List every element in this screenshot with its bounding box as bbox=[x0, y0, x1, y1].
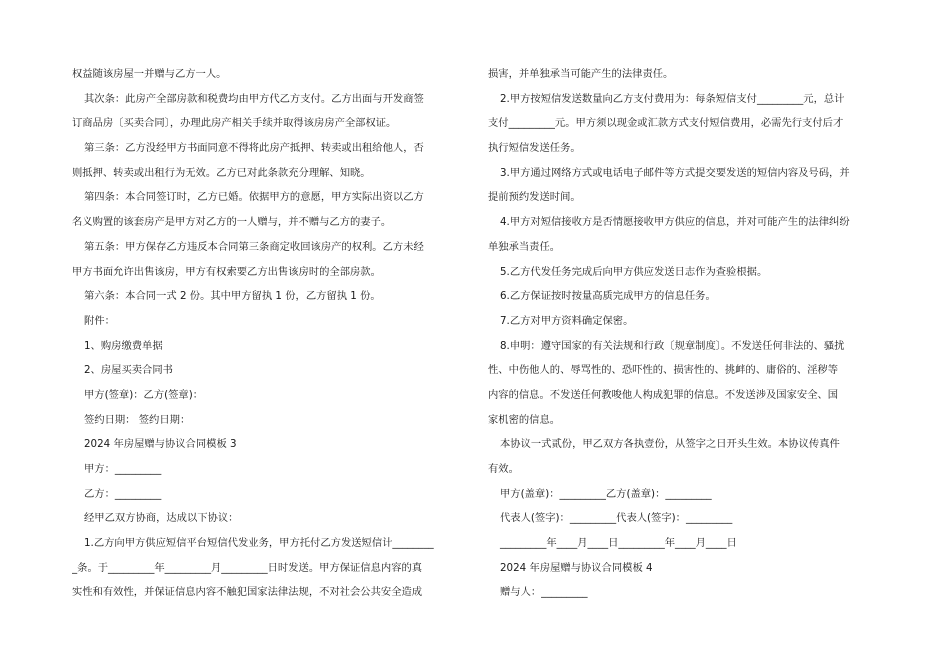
text-line: 甲方：_________ bbox=[84, 463, 162, 475]
text-line: 家机密的信息。 bbox=[488, 413, 561, 426]
text-line: _________年____月____日_________年____月____日 bbox=[500, 537, 737, 550]
text-line: 2.甲方按短信发送数量向乙方支付费用为：每条短信支付_________元，总计 bbox=[500, 92, 845, 105]
text-line: 甲方书面允许出售该房，甲方有权索要乙方出售该房时的全部房款。 bbox=[72, 265, 381, 278]
text-line: 单独承当责任。 bbox=[488, 240, 561, 253]
text-line: 7.乙方对甲方资料确定保密。 bbox=[500, 314, 634, 327]
text-line: 第四条：本合同签订时，乙方已婚。依据甲方的意愿，甲方实际出资以乙方 bbox=[84, 191, 424, 204]
text-line: 执行短信发送任务。 bbox=[488, 142, 581, 155]
text-line: 支付_________元。甲方须以现金或汇款方式支付短信费用，必需先行支付后才 bbox=[488, 117, 844, 130]
text-line: 第五条：甲方保存乙方违反本合同第三条商定收回该房产的权利。乙方未经 bbox=[84, 240, 424, 253]
text-line: 6.乙方保证按时按量高质完成甲方的信息任务。 bbox=[500, 290, 716, 303]
text-line: 名义购置的该套房产是甲方对乙方的一人赠与，并不赠与乙方的妻子。 bbox=[72, 216, 392, 229]
text-line: 本协议一式贰份，甲乙双方各执壹份，从签字之日开头生效。本协议传真件 bbox=[500, 438, 840, 451]
text-line: 其次条：此房产全部房款和税费均由甲方代乙方支付。乙方出面与开发商签 bbox=[84, 92, 424, 105]
text-line: 实性和有效性，并保证信息内容不触犯国家法律法规，不对社会公共安全造成 bbox=[72, 586, 423, 599]
text-line: 1.乙方向甲方供应短信平台短信代发业务，甲方托付乙方发送短信计________ bbox=[84, 537, 434, 550]
right-column bbox=[488, 62, 883, 605]
text-line: 损害，并单独承当可能产生的法律责任。 bbox=[488, 68, 674, 80]
text-line: 5.乙方代发任务完成后向甲方供应发送日志作为查验根据。 bbox=[500, 265, 768, 278]
text-line: 2024 年房屋赠与协议合同模板 3 bbox=[84, 438, 237, 451]
text-line: 3.甲方通过网络方式或电话电子邮件等方式提交要发送的短信内容及号码，并 bbox=[500, 166, 850, 179]
text-line: 提前预约发送时间。 bbox=[488, 191, 581, 204]
text-line: 第三条：乙方没经甲方书面同意不得将此房产抵押、转卖或出租给他人，否 bbox=[84, 142, 424, 155]
text-line: 赠与人：_________ bbox=[500, 586, 588, 599]
text-line: 签约日期： 签约日期： bbox=[84, 413, 191, 426]
text-line: 第六条：本合同一式 2 份。其中甲方留执 1 份，乙方留执 1 份。 bbox=[84, 290, 381, 303]
text-line: 附件： bbox=[84, 314, 115, 327]
text-line: 甲方(签章)：乙方(签章)： bbox=[84, 388, 204, 401]
text-line: 有效。 bbox=[488, 463, 519, 475]
text-line: 2、房屋买卖合同书 bbox=[84, 364, 173, 377]
left-column bbox=[72, 62, 464, 605]
text-line: 订商品房〔买卖合同〕，办理此房产相关手续并取得该房房产全部权证。 bbox=[72, 117, 397, 130]
text-line: 4.甲方对短信接收方是否情愿接收甲方供应的信息，并对可能产生的法律纠纷 bbox=[500, 216, 850, 229]
text-line: 经甲乙双方协商，达成以下协议： bbox=[84, 512, 239, 525]
text-line: 性、中伤他人的、辱骂性的、恐吓性的、损害性的、挑衅的、庸俗的、淫秽等 bbox=[488, 364, 839, 377]
text-line: _条。于_________年_________月_________日时发送。甲方保证信息内容的真 bbox=[72, 561, 423, 574]
text-line: 乙方：_________ bbox=[84, 487, 162, 500]
text-line: 则抵押、转卖或出租行为无效。乙方已对此条款充分理解、知晓。 bbox=[72, 166, 371, 179]
text-line: 甲方(盖章)：_________乙方(盖章)：_________ bbox=[500, 487, 712, 500]
text-line: 8.申明：遵守国家的有关法规和行政〔规章制度〕。不发送任何非法的、骚扰 bbox=[500, 339, 845, 352]
text-line: 代表人(签字)：_________代表人(签字)：_________ bbox=[500, 512, 733, 525]
text-line: 内容的信息。不发送任何教唆他人构成犯罪的信息。不发送涉及国家安全、国 bbox=[488, 388, 839, 401]
text-line: 2024 年房屋赠与协议合同模板 4 bbox=[500, 561, 653, 574]
text-line: 1、购房缴费单据 bbox=[84, 339, 163, 352]
text-line: 权益随该房屋一并赠与乙方一人。 bbox=[72, 68, 227, 80]
